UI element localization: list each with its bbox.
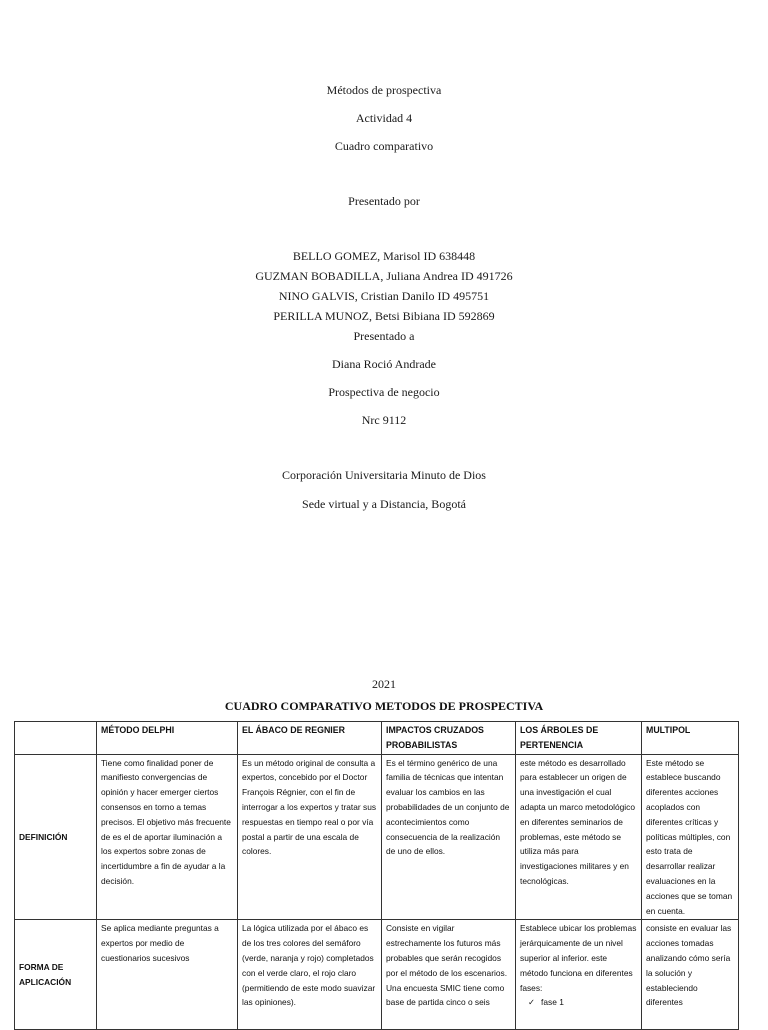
activity-label: Actividad 4 bbox=[355, 111, 413, 125]
table-header-row bbox=[15, 722, 739, 755]
university-name: Corporación Universitaria Minuto de Dios bbox=[282, 468, 486, 482]
phase-list-item bbox=[520, 995, 637, 1010]
table-cell: Es el término genérico de una familia de técnicas que intentan evaluar los cambios en las probabilidades de un conjunto de acontecimientos como consecuencia de la realización de uno de ellos. bbox=[382, 754, 516, 920]
table-cell: consiste en evaluar las acciones tomadas analizando cómo sería la solución y estableciendo diferentes bbox=[642, 920, 739, 1030]
course-name: Prospectiva de negocio bbox=[328, 385, 440, 399]
header-cell-impactos: IMPACTOS CRUZADOS PROBABILISTAS bbox=[382, 722, 516, 755]
table-cell: Es un método original de consulta a expertos, concebido por el Doctor François Régnier, con el fin de interrogar a los expertos y tratar sus respuestas en tiempo real o por vía postal a partir de una escala de colores. bbox=[238, 754, 382, 920]
table-cell: Se aplica mediante preguntas a expertos por medio de cuestionarios sucesivos bbox=[97, 920, 238, 1030]
header-cell-multipol: MULTIPOL bbox=[642, 722, 739, 755]
year-label: 2021 bbox=[372, 677, 396, 691]
table-cell bbox=[516, 920, 642, 1030]
table-title: CUADRO COMPARATIVO METODOS DE PROSPECTIVA bbox=[224, 699, 544, 713]
table-cell: Este método se establece buscando diferentes acciones acoplados con diferentes críticas y políticas múltiples, con esto trata de desarrollar realizar evaluaciones en la acciones que se toman en cuenta. bbox=[642, 754, 739, 920]
header-cell-arboles: LOS ÁRBOLES DE PERTENENCIA bbox=[516, 722, 642, 755]
table-cell: este método es desarrollado para establecer un origen de una investigación el cual adapta un marco metodológico en diferentes seminarios de problemas, este método se utiliza más para investigaciones militares y en tecnológicas. bbox=[516, 754, 642, 920]
author-line: GUZMAN BOBADILLA, Juliana Andrea ID 491726 bbox=[255, 269, 513, 283]
row-label: DEFINICIÓN bbox=[15, 754, 97, 920]
author-line: NINO GALVIS, Cristian Danilo ID 495751 bbox=[278, 289, 490, 303]
teacher-name: Diana Roció Andrade bbox=[332, 357, 436, 371]
table-cell: Tiene como finalidad poner de manifiesto convergencias de opinión y hacer emerger ciertos consensos en torno a temas precisos. El objetivo más frecuente de es el de aportar iluminación a los expertos sobre zonas de incertidumbre a fin de ayudar a la decisión. bbox=[97, 754, 238, 920]
table-cell: Consiste en vigilar estrechamente los futuros más probables que serán recogidos por el método de los escenarios. Una encuesta SMIC tiene como base de partida cinco o seis bbox=[382, 920, 516, 1030]
author-line: PERILLA MUNOZ, Betsi Bibiana ID 592869 bbox=[273, 309, 495, 323]
row-label: FORMA DE APLICACIÓN bbox=[15, 920, 97, 1030]
table-row-definicion bbox=[15, 754, 739, 920]
checkmark-icon: ✓ bbox=[528, 997, 536, 1008]
header-cell-empty bbox=[15, 722, 97, 755]
header-cell-regnier: EL ÁBACO DE REGNIER bbox=[238, 722, 382, 755]
cell-text: Establece ubicar los problemas jerárquicamente de un nivel superior al inferior. este método funciona en diferentes fases: bbox=[520, 923, 637, 993]
header-cell-delphi: MÉTODO DELPHI bbox=[97, 722, 238, 755]
table-cell: La lógica utilizada por el ábaco es de los tres colores del semáforo (verde, naranja y rojo) completados con el verde claro, el rojo claro (permitiendo de este modo suavizar las opiniones). bbox=[238, 920, 382, 1030]
nrc-code: Nrc 9112 bbox=[361, 413, 407, 427]
campus-name: Sede virtual y a Distancia, Bogotá bbox=[302, 497, 466, 511]
phase-label: fase 1 bbox=[541, 997, 564, 1008]
comparison-table bbox=[14, 721, 739, 1030]
presented-by-label: Presentado por bbox=[348, 194, 420, 208]
author-line: BELLO GOMEZ, Marisol ID 638448 bbox=[292, 249, 476, 263]
table-row-aplicacion bbox=[15, 920, 739, 1030]
document-title: Métodos de prospectiva bbox=[326, 83, 442, 97]
document-subtitle: Cuadro comparativo bbox=[334, 139, 434, 153]
presented-to-label: Presentado a bbox=[353, 329, 415, 343]
